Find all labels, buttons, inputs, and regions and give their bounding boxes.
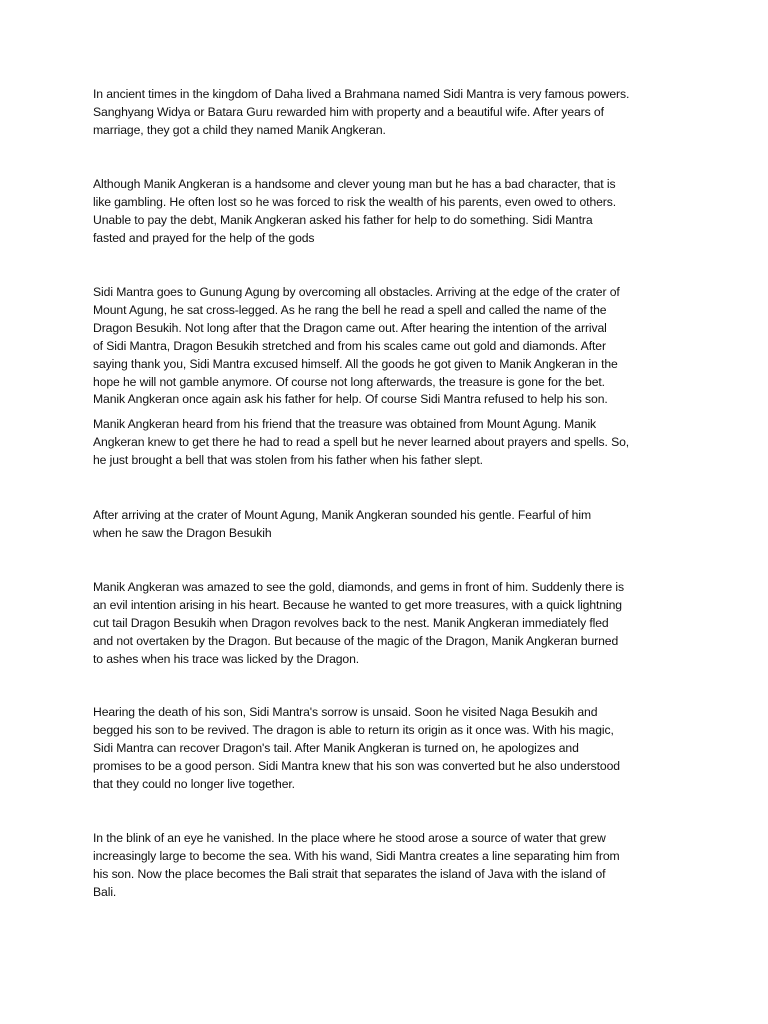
text-line: marriage, they got a child they named Manik Angkeran. xyxy=(93,122,386,137)
text-line: an evil intention arising in his heart. Because he wanted to get more treasures, with a quick lightning xyxy=(93,597,622,612)
text-line: he just brought a bell that was stolen from his father when his father slept. xyxy=(93,452,483,467)
text-line: Sidi Mantra can recover Dragon's tail. After Manik Angkeran is turned on, he apologizes and xyxy=(93,740,579,755)
paragraph-5 xyxy=(93,507,693,543)
text-line: Dragon Besukih. Not long after that the Dragon came out. After hearing the intention of the arrival xyxy=(93,320,607,335)
text-line: saying thank you, Sidi Mantra excused himself. All the goods he got given to Manik Angkeran in the xyxy=(93,356,618,371)
text-line: Bali. xyxy=(93,884,117,899)
text-line: promises to be a good person. Sidi Mantra knew that his son was converted but he also understood xyxy=(93,758,620,773)
text-line: that they could no longer live together. xyxy=(93,776,295,791)
text-line: fasted and prayed for the help of the gods xyxy=(93,230,315,245)
text-line: cut tail Dragon Besukih when Dragon revolves back to the nest. Manik Angkeran immediately fled xyxy=(93,615,609,630)
text-line: Manik Angkeran heard from his friend that the treasure was obtained from Mount Agung. Manik xyxy=(93,417,597,431)
text-line: begged his son to be revived. The dragon is able to return its origin as it once was. With his magic, xyxy=(93,722,614,737)
paragraph-4 xyxy=(93,416,693,470)
text-line: Manik Angkeran was amazed to see the gold, diamonds, and gems in front of him. Suddenly there is xyxy=(93,580,625,594)
text-line: increasingly large to become the sea. With his wand, Sidi Mantra creates a line separating him from xyxy=(93,848,620,863)
paragraph-6 xyxy=(93,579,693,669)
text-line: to ashes when his trace was licked by the Dragon. xyxy=(93,651,360,666)
text-line: hope he will not gamble anymore. Of course not long afterwards, the treasure is gone for the bet. xyxy=(93,374,605,389)
text-line: Mount Agung, he sat cross-legged. As he rang the bell he read a spell and called the name of the xyxy=(93,302,607,317)
paragraph-3 xyxy=(93,284,693,409)
paragraph-1 xyxy=(93,86,693,140)
text-line: and not overtaken by the Dragon. But because of the magic of the Dragon, Manik Angkeran burned xyxy=(93,633,619,648)
text-line: of Sidi Mantra, Dragon Besukih stretched and from his scales came out gold and diamonds. After xyxy=(93,338,606,353)
text-line: Hearing the death of his son, Sidi Mantra's sorrow is unsaid. Soon he visited Naga Besukih and xyxy=(93,705,598,719)
paragraph-8 xyxy=(93,830,693,902)
text-line: In the blink of an eye he vanished. In the place where he stood arose a source of water that grew xyxy=(93,831,606,845)
text-line: like gambling. He often lost so he was forced to risk the wealth of his parents, even owed to others. xyxy=(93,194,617,209)
text-line: In ancient times in the kingdom of Daha lived a Brahmana named Sidi Mantra is very famous powers. xyxy=(93,87,630,101)
paragraph-7 xyxy=(93,704,693,794)
text-line: his son. Now the place becomes the Bali strait that separates the island of Java with the island of xyxy=(93,866,606,881)
text-line: Unable to pay the debt, Manik Angkeran asked his father for help to do something. Sidi Mantra xyxy=(93,212,593,227)
paragraph-2 xyxy=(93,176,693,248)
text-line: Angkeran knew to get there he had to read a spell but he never learned about prayers and spells. So, xyxy=(93,434,630,449)
text-line: Although Manik Angkeran is a handsome and clever young man but he has a bad character, that is xyxy=(93,177,616,191)
text-line: Manik Angkeran once again ask his father for help. Of course Sidi Mantra refused to help his son. xyxy=(93,392,608,407)
text-line: Sanghyang Widya or Batara Guru rewarded him with property and a beautiful wife. After years of xyxy=(93,104,604,119)
text-line: Sidi Mantra goes to Gunung Agung by overcoming all obstacles. Arriving at the edge of the crater of xyxy=(93,285,620,299)
text-line: After arriving at the crater of Mount Agung, Manik Angkeran sounded his gentle. Fearful of him xyxy=(93,508,592,522)
text-line: when he saw the Dragon Besukih xyxy=(93,525,272,540)
